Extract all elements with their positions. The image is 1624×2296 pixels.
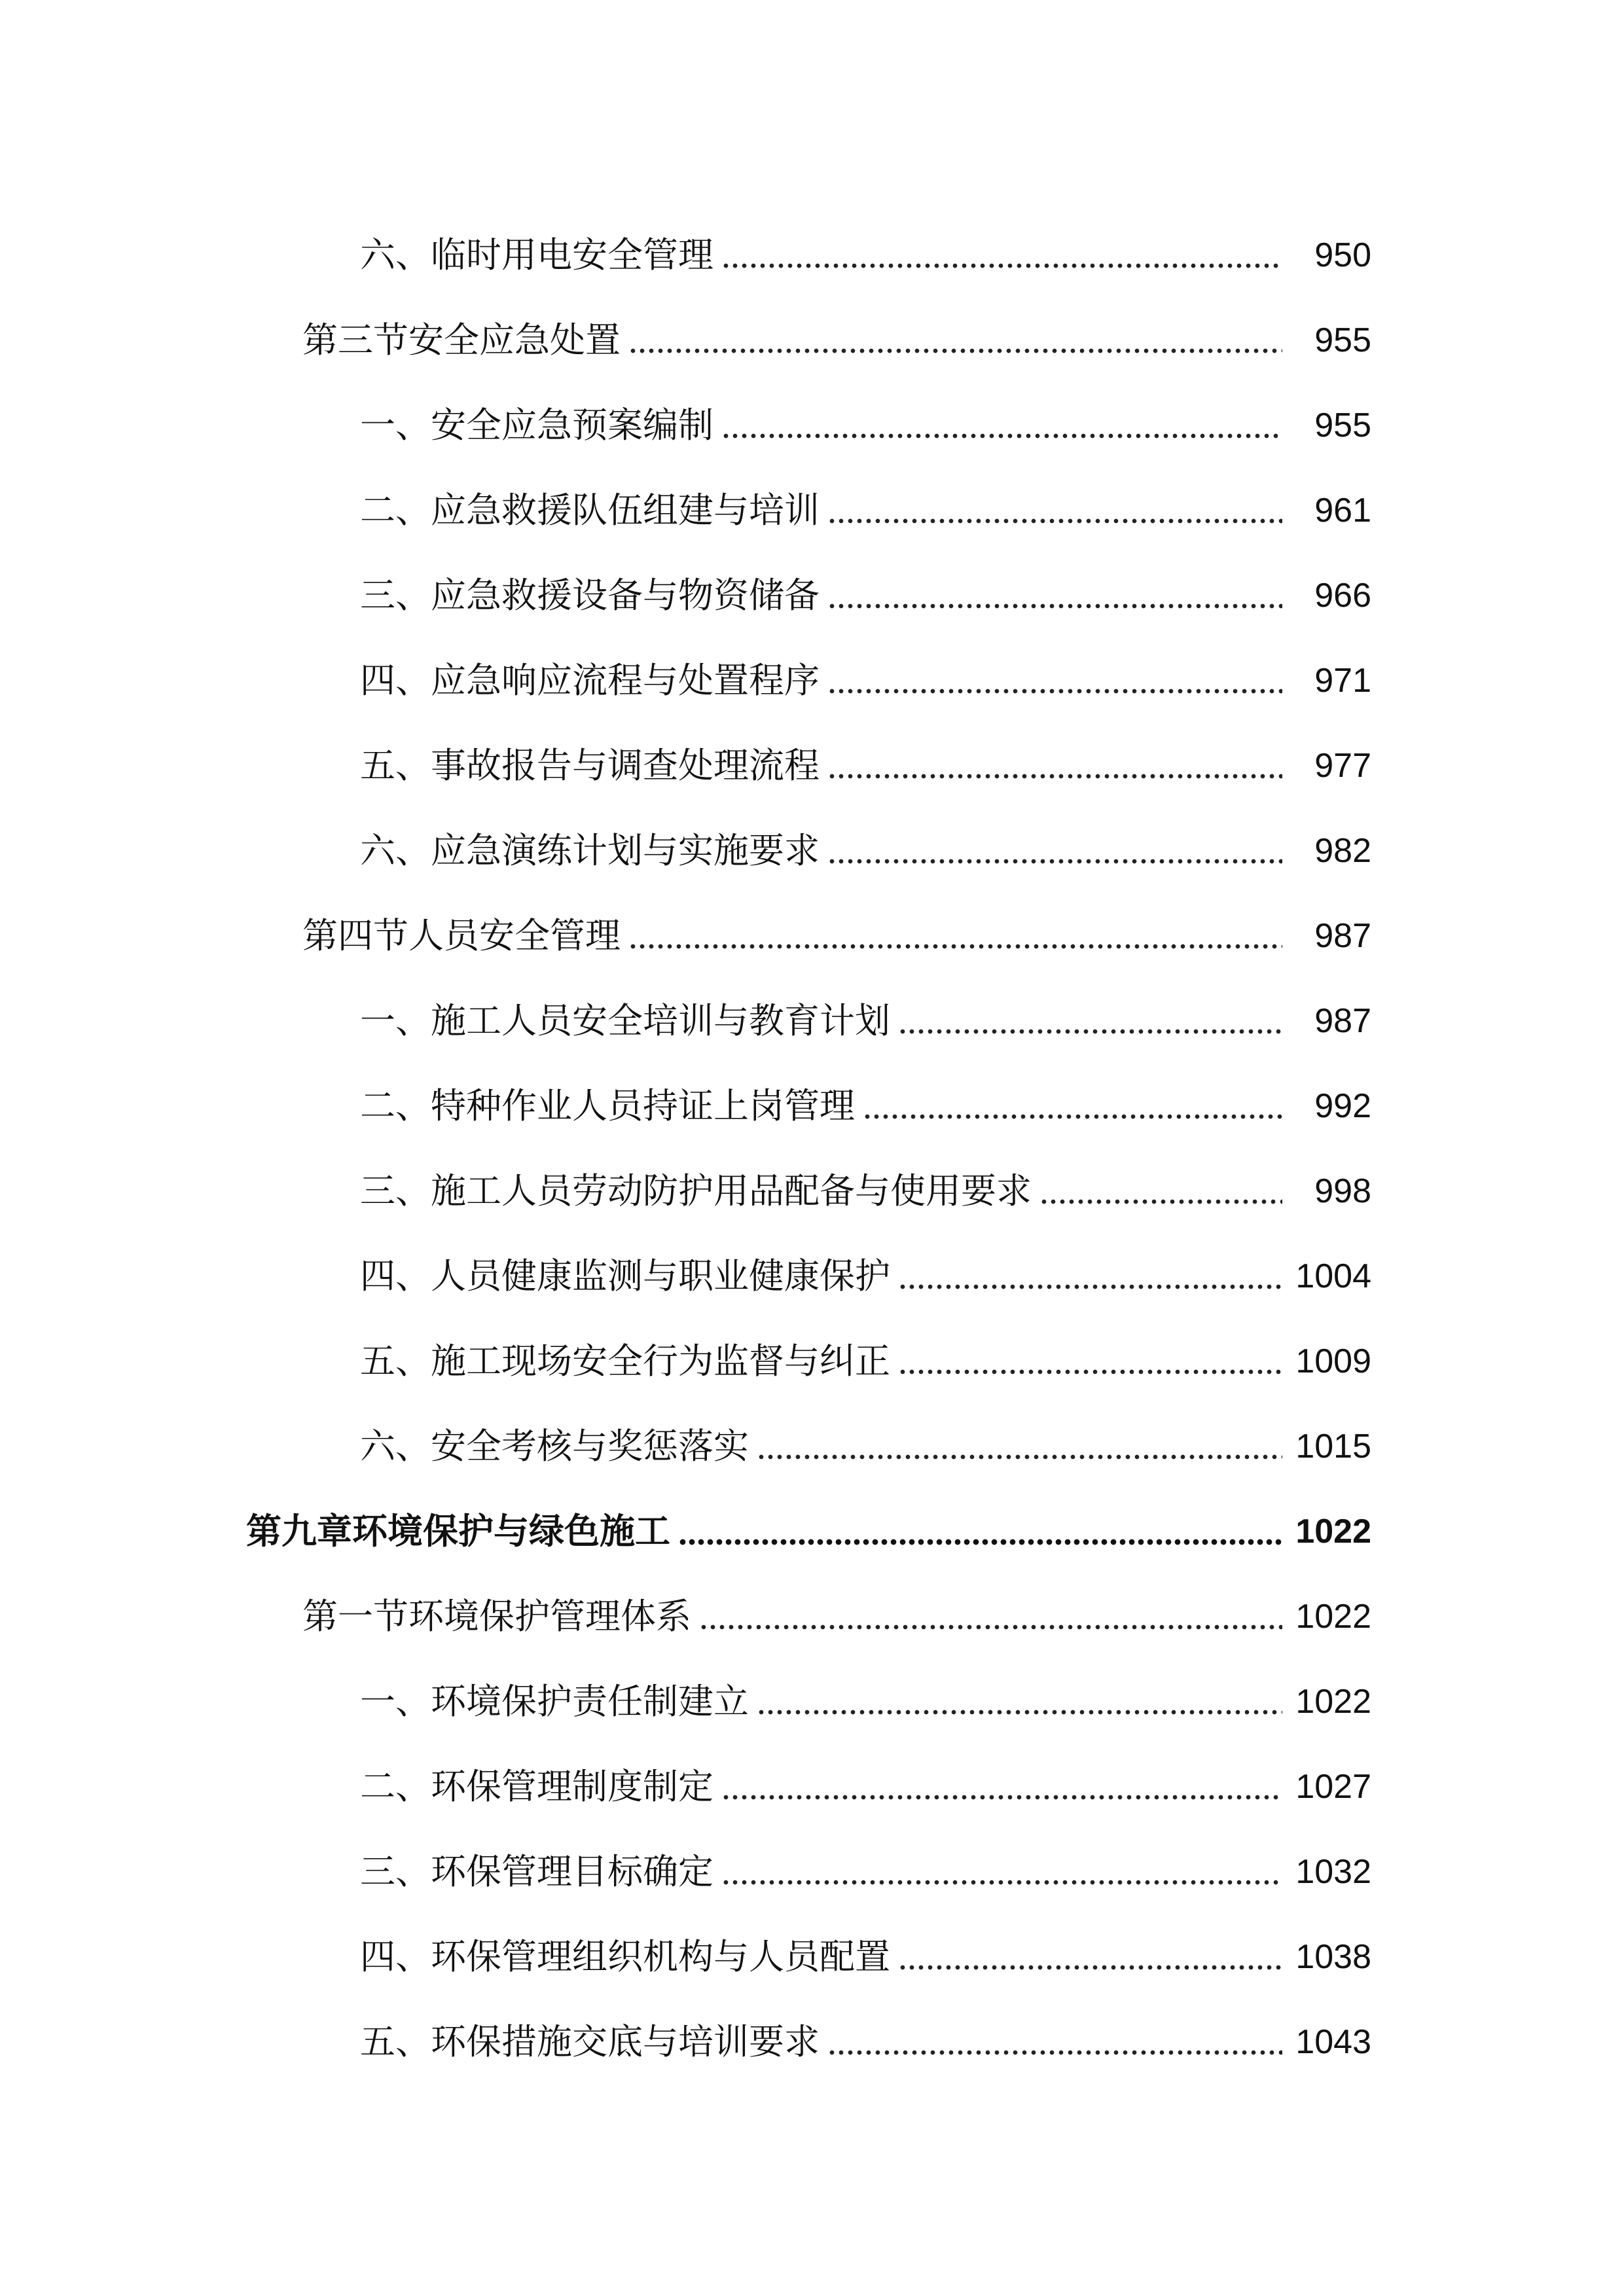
toc-subsection-entry[interactable] — [0, 553, 1624, 638]
toc-subsection-entry[interactable] — [0, 1659, 1624, 1744]
toc-entry-title: 三、环保管理目标确定 — [360, 1851, 713, 1892]
dot-leader — [721, 408, 1282, 443]
toc-entry-title: 二、特种作业人员持证上岗管理 — [360, 1085, 855, 1126]
toc-entry-title: 第一节环境保护管理体系 — [302, 1596, 691, 1637]
toc-subsection-entry[interactable] — [0, 213, 1624, 298]
toc-entry-title: 二、应急救援队伍组建与培训 — [360, 490, 820, 531]
dot-leader — [827, 578, 1282, 613]
toc-entry-page-number: 982 — [1314, 832, 1371, 870]
toc-subsection-entry[interactable] — [0, 1744, 1624, 1829]
toc-section-entry[interactable] — [0, 1574, 1624, 1659]
dot-leader — [699, 1599, 1282, 1634]
toc-subsection-entry[interactable] — [0, 2000, 1624, 2085]
toc-subsection-entry[interactable] — [0, 1914, 1624, 2000]
dot-leader — [757, 1684, 1282, 1719]
toc-entry-title: 一、施工人员安全培训与教育计划 — [360, 1000, 890, 1041]
toc-entry-title: 三、应急救援设备与物资储备 — [360, 575, 820, 616]
dot-leader — [721, 1854, 1282, 1890]
toc-entry-title: 一、安全应急预案编制 — [360, 404, 713, 446]
toc-entry-page-number: 1022 — [1295, 1513, 1371, 1551]
toc-entry-page-number: 1022 — [1295, 1683, 1371, 1721]
toc-entry-page-number: 1043 — [1295, 2023, 1371, 2061]
toc-entry-title: 六、临时用电安全管理 — [360, 234, 713, 276]
toc-chapter-entry[interactable] — [0, 1489, 1624, 1574]
toc-entry-page-number: 1038 — [1295, 1938, 1371, 1976]
dot-leader — [757, 1429, 1282, 1464]
toc-entry-title: 五、施工现场安全行为监督与纠正 — [360, 1340, 890, 1382]
toc-subsection-entry[interactable] — [0, 1829, 1624, 1914]
dot-leader — [898, 1003, 1282, 1039]
dot-leader — [827, 493, 1282, 528]
toc-entry-page-number: 987 — [1314, 1002, 1371, 1040]
toc-entry-title: 六、安全考核与奖惩落实 — [360, 1426, 749, 1467]
table-of-contents — [0, 213, 1624, 2085]
toc-subsection-entry[interactable] — [0, 1319, 1624, 1404]
dot-leader — [1039, 1174, 1282, 1209]
toc-entry-title: 第三节安全应急处置 — [302, 319, 621, 361]
toc-entry-page-number: 1022 — [1295, 1598, 1371, 1636]
toc-entry-page-number: 977 — [1314, 747, 1371, 785]
toc-subsection-entry[interactable] — [0, 1404, 1624, 1489]
toc-entry-title: 四、应急响应流程与处置程序 — [360, 660, 820, 701]
toc-entry-title: 五、事故报告与调查处理流程 — [360, 745, 820, 786]
toc-subsection-entry[interactable] — [0, 383, 1624, 468]
toc-subsection-entry[interactable] — [0, 1064, 1624, 1149]
dot-leader — [721, 238, 1282, 273]
dot-leader — [827, 2024, 1282, 2060]
toc-section-entry[interactable] — [0, 893, 1624, 978]
dot-leader — [898, 1344, 1282, 1379]
toc-entry-title: 五、环保措施交底与培训要求 — [360, 2021, 820, 2062]
toc-entry-page-number: 971 — [1314, 662, 1371, 700]
toc-subsection-entry[interactable] — [0, 978, 1624, 1064]
toc-entry-page-number: 1027 — [1295, 1768, 1371, 1806]
toc-entry-title: 第九章环境保护与绿色施工 — [246, 1511, 670, 1552]
dot-leader — [827, 748, 1282, 783]
toc-entry-page-number: 1032 — [1295, 1853, 1371, 1891]
dot-leader — [628, 918, 1282, 954]
dot-leader — [898, 1939, 1282, 1975]
dot-leader — [827, 663, 1282, 698]
toc-subsection-entry[interactable] — [0, 723, 1624, 808]
dot-leader — [898, 1259, 1282, 1294]
toc-subsection-entry[interactable] — [0, 1149, 1624, 1234]
toc-entry-title: 第四节人员安全管理 — [302, 915, 621, 956]
toc-entry-page-number: 992 — [1314, 1087, 1371, 1125]
toc-entry-page-number: 987 — [1314, 917, 1371, 955]
dot-leader — [827, 833, 1282, 869]
toc-entry-title: 四、环保管理组织机构与人员配置 — [360, 1936, 890, 1977]
toc-entry-page-number: 961 — [1314, 492, 1371, 529]
toc-subsection-entry[interactable] — [0, 638, 1624, 723]
toc-entry-page-number: 1015 — [1295, 1427, 1371, 1465]
dot-leader — [863, 1088, 1282, 1124]
toc-entry-page-number: 966 — [1314, 577, 1371, 615]
toc-entry-page-number: 950 — [1314, 236, 1371, 274]
toc-section-entry[interactable] — [0, 298, 1624, 383]
toc-entry-page-number: 998 — [1314, 1172, 1371, 1210]
toc-subsection-entry[interactable] — [0, 1234, 1624, 1319]
toc-subsection-entry[interactable] — [0, 808, 1624, 893]
toc-entry-title: 二、环保管理制度制定 — [360, 1766, 713, 1807]
toc-entry-page-number: 1009 — [1295, 1342, 1371, 1380]
dot-leader — [628, 323, 1282, 358]
toc-entry-page-number: 955 — [1314, 406, 1371, 444]
dot-leader — [678, 1514, 1282, 1549]
toc-entry-page-number: 955 — [1314, 321, 1371, 359]
toc-entry-title: 四、人员健康监测与职业健康保护 — [360, 1255, 890, 1297]
toc-entry-page-number: 1004 — [1295, 1257, 1371, 1295]
toc-entry-title: 三、施工人员劳动防护用品配备与使用要求 — [360, 1170, 1032, 1211]
toc-entry-title: 六、应急演练计划与实施要求 — [360, 830, 820, 871]
dot-leader — [721, 1769, 1282, 1804]
toc-entry-title: 一、环境保护责任制建立 — [360, 1681, 749, 1722]
toc-subsection-entry[interactable] — [0, 468, 1624, 553]
